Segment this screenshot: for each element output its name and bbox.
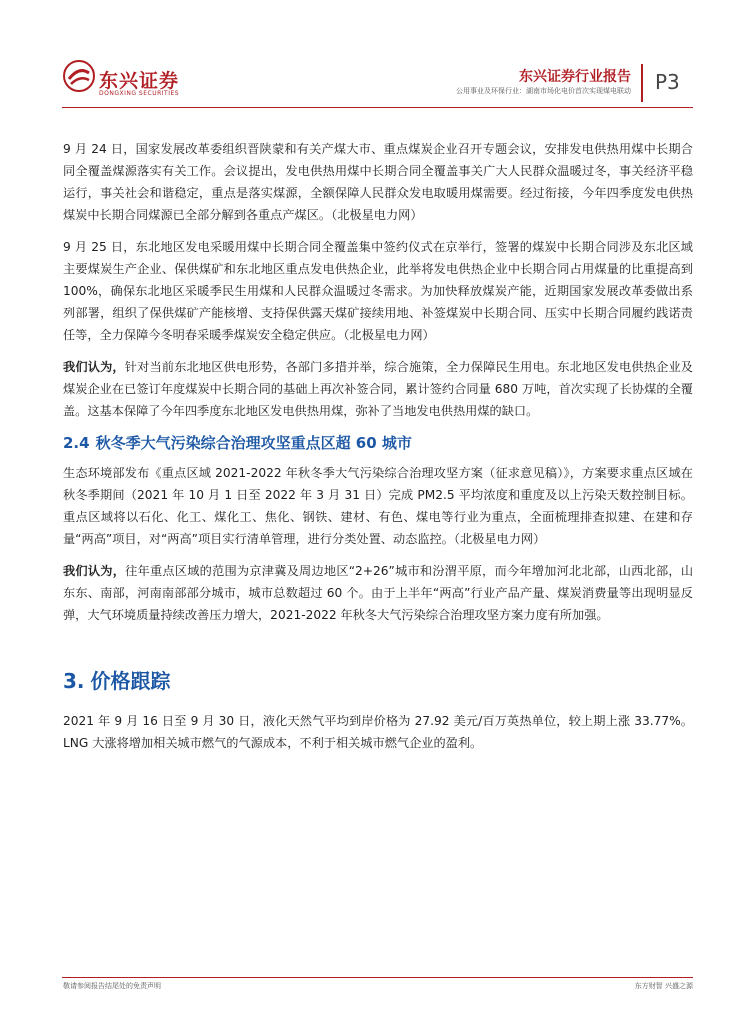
paragraph-lng-price: 2021 年 9 月 16 日至 9 月 30 日，液化天然气平均到岸价格为 27.92 美元/百万英热单位，较上期上涨 33.77%。LNG 大涨将增加相关城市燃气的气源成本，不利于相关城市燃气企业的盈利。	[63, 714, 693, 750]
logo-mark-icon	[63, 60, 95, 92]
footer-disclaimer: 敬请参阅报告结尾处的免责声明	[63, 982, 161, 990]
opinion-text: 针对当前东北地区供电形势，各部门多措并举，综合施策，全力保障民生用电。东北地区发电供热企业及煤炭企业在已签订年度煤炭中长期合同的基础上再次补签合同，累计签约合同量 680 万吨，首次实现了长协煤的全覆盖。这基本保障了今年四季度东北地区发电供热用煤，弥补了当地发电供热用煤的缺口。	[63, 360, 693, 418]
opinion-lead: 我们认为，	[63, 360, 125, 374]
section-heading-2-4	[63, 432, 693, 454]
section-title: 价格跟踪	[90, 669, 171, 693]
company-logo	[63, 60, 183, 104]
section-number: 3.	[63, 669, 85, 693]
page-header	[0, 0, 755, 110]
page-number: P3	[655, 70, 680, 94]
footer-rule	[62, 977, 693, 978]
section-title: 秋冬季大气污染综合治理攻坚重点区超 60 城市	[95, 434, 412, 452]
paragraph-air-pollution-plan: 生态环境部发布《重点区域 2021-2022 年秋冬季大气污染综合治理攻坚方案（征求意见稿）》，方案要求重点区域在秋冬季期间（2021 年 10 月 1 日至 2022 年 3 月 31 日）完成 PM2.5 平均浓度和重度及以上污染天数控制目标。重点区域将以石化、化工、煤化工、焦化、钢铁、建材、有色、煤电等行业为重点，全面梳理排查拟建、在建和存量“两高”项目，对“两高”项目实行清单管理，进行分类处置、动态监控。（北极星电力网）	[63, 466, 693, 546]
logo-text-cn: 东兴证券	[99, 70, 180, 92]
paragraph-ndrc-meeting: 9 月 24 日，国家发展改革委组织晋陕蒙和有关产煤大市、重点煤炭企业召开专题会议，安排发电供热用煤中长期合同全覆盖煤源落实有关工作。会议提出，发电供热用煤中长期合同全覆盖事关广大人民群众温暖过冬，事关经济平稳运行，事关社会和谐稳定，重点是落实煤源，全额保障人民群众发电取暖用煤需要。经过衔接，今年四季度发电供热煤炭中长期合同煤源已全部分解到各重点产煤区。（北极星电力网）	[63, 142, 693, 222]
logo-text-en: DONGXING SECURITIES	[99, 90, 180, 97]
section-number: 2.4	[63, 434, 90, 452]
paragraph-northeast-signing: 9 月 25 日，东北地区发电采暖用煤中长期合同全覆盖集中签约仪式在京举行，签署的煤炭中长期合同涉及东北区域主要煤炭生产企业、保供煤矿和东北地区重点发电供热企业，此举将发电供热企业中长期合同占用煤量的比重提高到 100%，确保东北地区采暖季民生用煤和人民群众温暖过冬需求。为加快释放煤炭产能，近期国家发展改革委做出系列部署，组织了保供煤矿产能核增、支持保供露天煤矿接续用地、补签煤炭中长期合同、压实中长期合同履约践诺责任等，全力保障今冬明春采暖季煤炭安全稳定供应。（北极星电力网）	[63, 240, 693, 342]
section-heading-3	[63, 668, 693, 694]
paragraph-opinion-northeast	[63, 356, 693, 422]
header-rule	[62, 107, 693, 108]
opinion-lead: 我们认为，	[63, 564, 126, 578]
footer-slogan: 东方财智 兴盛之源	[634, 982, 693, 990]
header-divider	[641, 64, 643, 102]
report-body	[63, 138, 693, 764]
report-subtitle: 公用事业及环保行业：湖南市场化电价首次实现煤电联动	[456, 87, 631, 95]
opinion-text: 往年重点区域的范围为京津冀及周边地区“2+26”城市和汾渭平原，而今年增加河北北部，山西北部，山东东、南部，河南南部部分城市，城市总数超过 60 个。由于上半年“两高”行业产品产量、煤炭消费量等出现明显反弹，大气环境质量持续改善压力增大，2021-2022 年秋冬大气污染综合治理攻坚方案力度有所加强。	[63, 564, 694, 622]
report-title: 东兴证券行业报告	[519, 69, 631, 85]
paragraph-opinion-air-pollution	[63, 560, 693, 626]
